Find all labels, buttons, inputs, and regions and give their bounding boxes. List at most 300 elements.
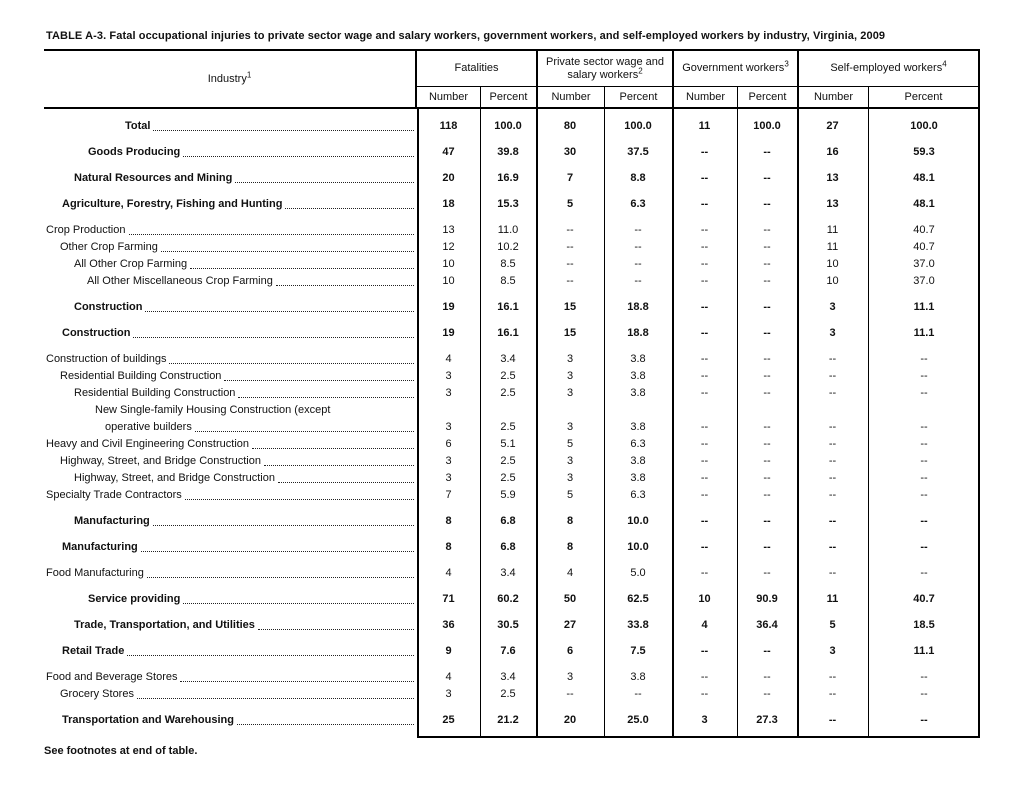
value-cell: -- [828, 438, 837, 450]
value-cell: 3 [445, 421, 452, 433]
industry-label: Residential Building Construction [60, 370, 222, 382]
table-row [44, 256, 980, 273]
value-cell: 118 [439, 120, 458, 132]
value-cell: 48.1 [913, 172, 935, 184]
table-row [44, 487, 980, 504]
value-cell: 3.4 [500, 671, 516, 683]
value-cell: -- [763, 327, 771, 339]
value-cell: -- [920, 387, 928, 399]
footnote-ref: 1 [246, 70, 252, 80]
industry-cell [44, 170, 417, 187]
dot-leader [190, 268, 414, 269]
value-cell: 19 [442, 327, 455, 339]
value-cell: -- [634, 275, 642, 287]
column-rule [868, 109, 869, 738]
value-cell: -- [828, 472, 837, 484]
value-cell: 15 [563, 327, 577, 339]
value-cell: 71 [442, 593, 455, 605]
value-cell: -- [828, 515, 837, 527]
industry-cell [44, 686, 417, 703]
table-row [44, 436, 980, 453]
value-cell: 100.0 [753, 120, 781, 132]
value-cell: 10.2 [497, 241, 519, 253]
table-row [44, 368, 980, 385]
value-cell: 3.8 [630, 671, 646, 683]
dot-leader [153, 130, 414, 131]
table-row [44, 513, 980, 530]
value-cell [480, 402, 536, 419]
table-row [44, 686, 980, 703]
subheader-number: Number [797, 87, 868, 107]
industry-label: All Other Miscellaneous Crop Farming [87, 275, 273, 287]
value-cell: 3 [566, 387, 574, 399]
dot-leader [264, 465, 414, 466]
value-cell: 40.7 [913, 593, 935, 605]
industry-cell [44, 487, 417, 504]
subheader-number: Number [428, 91, 469, 103]
value-cell: 3 [445, 472, 452, 484]
value-cell: -- [700, 489, 709, 501]
value-cell: -- [700, 370, 709, 382]
value-cell: -- [700, 172, 709, 184]
value-cell: 3.8 [630, 353, 646, 365]
table-title: TABLE A-3. Fatal occupational injuries to private sector wage and salary workers, government workers, and self-employed workers by industry, Virginia, 2009 [46, 30, 886, 42]
dot-leader [278, 482, 414, 483]
value-cell: 80 [563, 120, 577, 132]
value-cell: 6.3 [630, 198, 646, 210]
table-row [44, 453, 980, 470]
value-cell: 2.5 [500, 455, 516, 467]
value-cell: -- [763, 472, 771, 484]
value-cell: 8 [566, 515, 574, 527]
value-cell: 13 [826, 172, 839, 184]
value-cell: 3 [566, 472, 574, 484]
value-cell: 12 [442, 241, 455, 253]
value-cell: -- [920, 567, 928, 579]
subheader-percent: Percent [737, 87, 797, 107]
value-cell: 4 [445, 353, 452, 365]
dot-leader [133, 337, 414, 338]
value-cell: -- [566, 275, 574, 287]
value-cell: -- [763, 258, 771, 270]
value-cell: -- [566, 688, 574, 700]
value-cell: 2.5 [500, 370, 516, 382]
value-cell: 90.9 [756, 593, 778, 605]
value-cell: 37.5 [627, 146, 649, 158]
value-cell: 3.8 [630, 455, 646, 467]
value-cell: -- [700, 387, 709, 399]
column-group-private-sector-workers: Private sector wage and salary workers$^2$ [536, 51, 672, 87]
industry-label: Trade, Transportation, and Utilities [74, 619, 255, 631]
value-cell: 5.1 [500, 438, 516, 450]
value-cell: 62.5 [627, 593, 649, 605]
value-cell: -- [763, 541, 771, 553]
dot-leader [145, 311, 414, 312]
value-cell: 8 [445, 515, 452, 527]
value-cell: -- [828, 714, 837, 726]
value-cell: 3.8 [630, 421, 646, 433]
value-cell: 6 [566, 645, 574, 657]
value-cell: -- [920, 472, 928, 484]
dot-leader [129, 234, 415, 235]
value-cell: 3 [445, 387, 452, 399]
value-cell: 3 [701, 714, 708, 726]
table-row [44, 402, 980, 419]
value-cell: -- [920, 438, 928, 450]
industry-label: Retail Trade [62, 645, 125, 657]
value-cell: 48.1 [913, 198, 935, 210]
value-cell: 10 [442, 258, 455, 270]
value-cell: -- [763, 370, 771, 382]
value-cell: -- [700, 645, 709, 657]
value-cell: 3.8 [630, 472, 646, 484]
value-cell: 4 [566, 567, 574, 579]
value-cell: 11.0 [497, 224, 519, 236]
table-row [44, 712, 980, 729]
value-cell: -- [700, 421, 709, 433]
value-cell: 5 [829, 619, 836, 631]
dot-leader [235, 182, 414, 183]
value-cell: -- [566, 241, 574, 253]
industry-label: Highway, Street, and Bridge Construction [60, 455, 261, 467]
value-cell: 11.1 [913, 327, 935, 339]
subheader-number: Number [536, 87, 604, 107]
industry-label: Manufacturing [62, 541, 138, 553]
value-cell: -- [763, 172, 771, 184]
table-row [44, 299, 980, 316]
column-rule [480, 109, 481, 738]
value-cell: 4 [701, 619, 708, 631]
value-cell: 13 [442, 224, 455, 236]
value-cell: -- [763, 438, 771, 450]
value-cell: 2.5 [500, 387, 516, 399]
value-cell: -- [700, 224, 709, 236]
footnote-text: See footnotes at end of table. [44, 745, 198, 757]
dot-leader [185, 499, 414, 500]
table-row [44, 669, 980, 686]
industry-cell [44, 402, 417, 419]
value-cell: -- [828, 370, 837, 382]
dot-leader [147, 577, 414, 578]
dot-leader [237, 724, 414, 725]
value-cell: 3.8 [630, 387, 646, 399]
value-cell: 10 [698, 593, 711, 605]
value-cell: 8.5 [500, 275, 516, 287]
value-cell: 15 [563, 301, 577, 313]
dot-leader [127, 655, 414, 656]
value-cell: 20 [563, 714, 577, 726]
value-cell: -- [920, 515, 928, 527]
value-cell: 7 [566, 172, 574, 184]
table-row [44, 170, 980, 187]
column-rule [672, 109, 674, 738]
table-row [44, 118, 980, 135]
value-cell: 3 [445, 370, 452, 382]
table-row [44, 222, 980, 239]
value-cell: 27 [563, 619, 577, 631]
value-cell: 3 [445, 688, 452, 700]
value-cell: -- [763, 241, 771, 253]
table-row [44, 591, 980, 608]
value-cell: 3 [445, 455, 452, 467]
value-cell: 7.5 [630, 645, 646, 657]
value-cell: 8 [445, 541, 452, 553]
value-cell: -- [828, 387, 837, 399]
value-cell: -- [700, 567, 709, 579]
value-cell: -- [920, 688, 928, 700]
dot-leader [161, 251, 414, 252]
industry-cell [44, 419, 417, 436]
table-body [44, 109, 980, 738]
value-cell: -- [700, 438, 709, 450]
value-cell: -- [700, 541, 709, 553]
value-cell: 11 [826, 224, 839, 236]
industry-cell [44, 513, 417, 530]
value-cell: 3.4 [500, 567, 516, 579]
industry-label: Construction [74, 301, 143, 313]
value-cell: 2.5 [500, 421, 516, 433]
value-cell: -- [700, 258, 709, 270]
value-cell: -- [920, 541, 928, 553]
industry-cell [44, 325, 417, 342]
industry-label: Transportation and Warehousing [62, 714, 234, 726]
value-cell: -- [763, 645, 771, 657]
industry-label: Goods Producing [88, 146, 181, 158]
value-cell: 25.0 [627, 714, 649, 726]
value-cell: 18 [442, 198, 455, 210]
value-cell: -- [920, 370, 928, 382]
value-cell: 16.9 [497, 172, 519, 184]
value-cell: -- [763, 198, 771, 210]
value-cell: 10.0 [627, 515, 649, 527]
industry-cell [44, 118, 417, 135]
value-cell: -- [700, 301, 709, 313]
value-cell: 3 [566, 370, 574, 382]
value-cell: -- [700, 275, 709, 287]
value-cell: 16.1 [497, 327, 519, 339]
table-row [44, 196, 980, 213]
value-cell: 36.4 [756, 619, 778, 631]
value-cell: -- [763, 275, 771, 287]
value-cell: 6.3 [630, 489, 646, 501]
industry-label: Crop Production [46, 224, 126, 236]
value-cell: -- [763, 489, 771, 501]
value-cell: 10 [442, 275, 455, 287]
value-cell: -- [700, 198, 709, 210]
industry-label: Service providing [88, 593, 181, 605]
value-cell: 7.6 [500, 645, 516, 657]
column-rule [978, 109, 980, 738]
subheader-number: Number [672, 87, 737, 107]
industry-label: All Other Crop Farming [74, 258, 188, 270]
value-cell: -- [763, 671, 771, 683]
value-cell: 18.5 [913, 619, 935, 631]
value-cell: 37.0 [913, 275, 935, 287]
value-cell: -- [634, 688, 642, 700]
industry-header-label: Industry$^1$ [207, 70, 252, 85]
value-cell: 100.0 [624, 120, 652, 132]
value-cell: 60.2 [497, 593, 519, 605]
value-cell: 3.8 [630, 370, 646, 382]
value-cell: -- [828, 353, 837, 365]
value-cell: 6.8 [500, 541, 516, 553]
dot-leader [183, 603, 414, 604]
dot-leader [180, 681, 414, 682]
value-cell: -- [700, 353, 709, 365]
value-cell: 16.1 [497, 301, 519, 313]
value-cell: -- [700, 472, 709, 484]
value-cell: 6.3 [630, 438, 646, 450]
industry-cell [44, 453, 417, 470]
industry-cell [44, 239, 417, 256]
value-cell: 18.8 [627, 327, 649, 339]
value-cell: -- [763, 301, 771, 313]
value-cell: -- [700, 241, 709, 253]
industry-label: Grocery Stores [60, 688, 134, 700]
value-cell: 21.2 [497, 714, 519, 726]
table-row [44, 419, 980, 436]
table-row [44, 351, 980, 368]
value-cell: -- [828, 671, 837, 683]
table-row [44, 273, 980, 290]
value-cell: -- [763, 515, 771, 527]
value-cell: -- [634, 258, 642, 270]
dot-leader [195, 431, 414, 432]
industry-cell [44, 222, 417, 239]
value-cell: 10 [826, 275, 839, 287]
value-cell: 2.5 [500, 688, 516, 700]
industry-label: Residential Building Construction [74, 387, 236, 399]
value-cell: 10.0 [627, 541, 649, 553]
value-cell: 3 [566, 455, 574, 467]
value-cell: 13 [826, 198, 839, 210]
table-row [44, 539, 980, 556]
value-cell: 39.8 [497, 146, 519, 158]
value-cell: 59.3 [913, 146, 935, 158]
value-cell: -- [634, 224, 642, 236]
value-cell: -- [700, 327, 709, 339]
value-cell: 11 [826, 593, 839, 605]
industry-cell [44, 299, 417, 316]
industry-label: Food Manufacturing [46, 567, 144, 579]
value-cell: 100.0 [494, 120, 522, 132]
industry-cell [44, 591, 417, 608]
value-cell: 27 [826, 120, 839, 132]
value-cell: 5 [566, 489, 574, 501]
industry-cell [44, 273, 417, 290]
value-cell: -- [920, 489, 928, 501]
dot-leader [141, 551, 414, 552]
subheader-percent: Percent [868, 87, 980, 107]
table-header [44, 49, 980, 109]
value-cell: -- [700, 688, 709, 700]
value-cell: 19 [442, 301, 455, 313]
table-row [44, 643, 980, 660]
value-cell: 18.8 [627, 301, 649, 313]
industry-label: Construction [62, 327, 131, 339]
value-cell: 30.5 [497, 619, 519, 631]
dot-leader [276, 285, 414, 286]
value-cell: -- [763, 688, 771, 700]
dot-leader [238, 397, 414, 398]
value-cell: 9 [445, 645, 452, 657]
value-cell: 36 [442, 619, 455, 631]
industry-cell [44, 385, 417, 402]
value-cell: -- [920, 671, 928, 683]
footnote-ref: 2 [638, 65, 643, 75]
value-cell: 8 [566, 541, 574, 553]
industry-cell [44, 256, 417, 273]
dot-leader [285, 208, 414, 209]
table-row [44, 239, 980, 256]
dot-leader [224, 380, 414, 381]
value-cell [604, 402, 672, 419]
value-cell: -- [763, 146, 771, 158]
industry-label: operative builders [105, 421, 192, 433]
value-cell: 11.1 [913, 645, 935, 657]
industry-cell [44, 565, 417, 582]
column-header-industry [44, 51, 417, 107]
value-cell: -- [828, 688, 837, 700]
value-cell: 27.3 [756, 714, 778, 726]
industry-label: New Single-family Housing Construction (except [95, 404, 331, 416]
column-group-self-employed-workers: Self-employed workers$^4$ [797, 51, 980, 87]
value-cell: 2.5 [500, 472, 516, 484]
value-cell: -- [566, 224, 574, 236]
footnote-ref: 4 [942, 59, 947, 69]
industry-cell [44, 643, 417, 660]
value-cell: -- [828, 541, 837, 553]
value-cell: 7 [445, 489, 452, 501]
industry-cell [44, 712, 417, 729]
table-bottom-rule [417, 736, 980, 738]
industry-label: Highway, Street, and Bridge Construction [74, 472, 275, 484]
table-row [44, 470, 980, 487]
value-cell: 40.7 [913, 241, 935, 253]
table-row [44, 565, 980, 582]
value-cell: 11 [698, 120, 711, 132]
industry-label: Total [125, 120, 151, 132]
value-cell: 100.0 [910, 120, 938, 132]
value-cell: 40.7 [913, 224, 935, 236]
value-cell: 5 [566, 198, 574, 210]
value-cell: -- [634, 241, 642, 253]
value-cell: -- [920, 353, 928, 365]
industry-cell [44, 144, 417, 161]
value-cell: -- [566, 258, 574, 270]
subheader-percent: Percent [480, 87, 536, 107]
value-cell [868, 402, 980, 419]
column-group-fatalities: Fatalities [417, 51, 536, 87]
value-cell: -- [828, 489, 837, 501]
value-cell: 4 [445, 671, 452, 683]
value-cell: 20 [442, 172, 455, 184]
dot-leader [169, 363, 414, 364]
industry-label: Agriculture, Forestry, Fishing and Hunting [62, 198, 283, 210]
value-cell: 8.8 [630, 172, 646, 184]
industry-label: Specialty Trade Contractors [46, 489, 182, 501]
value-cell: 50 [563, 593, 577, 605]
column-rule [737, 109, 738, 738]
industry-label: Natural Resources and Mining [74, 172, 233, 184]
table-row [44, 617, 980, 634]
column-group-government-workers: Government workers$^3$ [672, 51, 797, 87]
industry-label: Manufacturing [74, 515, 150, 527]
dot-leader [137, 698, 414, 699]
value-cell: -- [700, 455, 709, 467]
industry-cell [44, 617, 417, 634]
column-rule [797, 109, 799, 738]
